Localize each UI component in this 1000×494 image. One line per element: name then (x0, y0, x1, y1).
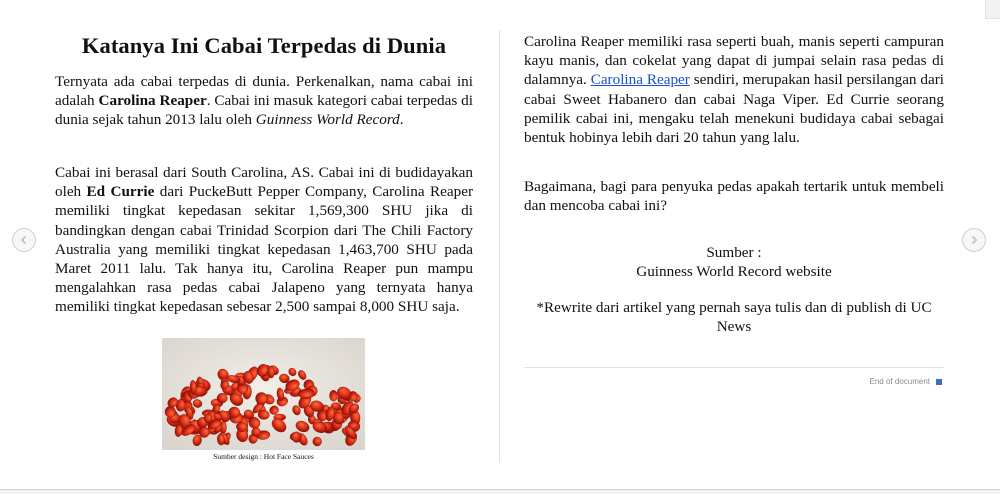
bold-name: Ed Currie (86, 183, 155, 201)
carolina-reaper-link[interactable]: Carolina Reaper (590, 71, 690, 89)
text-run: dari PuckeButt Pepper Company, Carolina Reaper memiliki tingkat kepedasan sekitar 1,569,300 SHU jika di bandingkan dengan cabai Trinidad Scorpion dari The Chili Factory Australia yang memiliki tingkat kepedasan 1,463,700 SHU pada Maret 2011 lalu. Tak hanya itu, Carolina Reaper pun mampu mengalahkan rasa pedas cabai Jalapeno yang ternyata hanya memiliki tingkat kepedasan sebesar 2,500 sampai 8,000 SHU saja. (55, 183, 474, 316)
window-corner (985, 0, 1000, 19)
bold-name: Carolina Reaper (98, 92, 207, 110)
end-of-document-label: End of document (869, 377, 930, 386)
italic-source: Guinness World Record (255, 111, 400, 129)
paragraph-origin (55, 163, 473, 317)
text-run: . Cabai ini masuk kategori cabai terpedas di dunia sejak tahun 2013 lalu oleh (55, 92, 473, 129)
end-divider (524, 367, 944, 368)
figure (162, 338, 365, 461)
figure-caption: Sumber design : Hot Face Sauces (213, 452, 314, 461)
viewer-bottom-bar (0, 489, 1000, 494)
chevron-left-icon (19, 235, 29, 245)
text-run: Carolina Reaper memiliki rasa seperti buah, manis seperti campuran kayu manis, dan cokelat yang dapat di jumpai selain rasa pedas di dalamnya. (524, 33, 944, 89)
paragraph-taste (524, 32, 944, 147)
source-label: Sumber : (706, 244, 762, 261)
text-run: . (399, 111, 404, 129)
article-title: Katanya Ini Cabai Terpedas di Dunia (81, 33, 447, 58)
source-value: Guinness World Record website (636, 263, 832, 281)
end-marker-icon (936, 379, 942, 385)
page-gutter (499, 30, 500, 462)
chili-photo (162, 338, 365, 450)
left-page (52, 0, 476, 470)
paragraph-intro (55, 72, 473, 130)
chevron-right-icon (969, 235, 979, 245)
source-block (524, 243, 944, 281)
previous-page-button[interactable] (12, 228, 36, 252)
rewrite-note: *Rewrite dari artikel yang pernah saya tulis dan di publish di UC News (536, 299, 932, 336)
end-of-document (870, 377, 942, 386)
text-run: Ternyata ada cabai terpedas di dunia. Perkenalkan, nama cabai ini adalah (55, 73, 473, 110)
next-page-button[interactable] (962, 228, 986, 252)
text-run: sendiri, merupakan hasil persilangan dari cabai Sweet Habanero dan cabai Naga Viper. Ed Currie seorang pemilik cabai ini, mengaku telah menekuni budidaya cabai sebagai bentuk hobinya lebih dari 20 tahun yang lalu. (524, 71, 944, 147)
right-page (524, 0, 944, 470)
text-run: Cabai ini berasal dari South Carolina, AS. Cabai ini di budidayakan oleh (55, 164, 473, 201)
paragraph-question: Bagaimana, bagi para penyuka pedas apakah tertarik untuk membeli dan mencoba cabai ini? (524, 178, 944, 215)
